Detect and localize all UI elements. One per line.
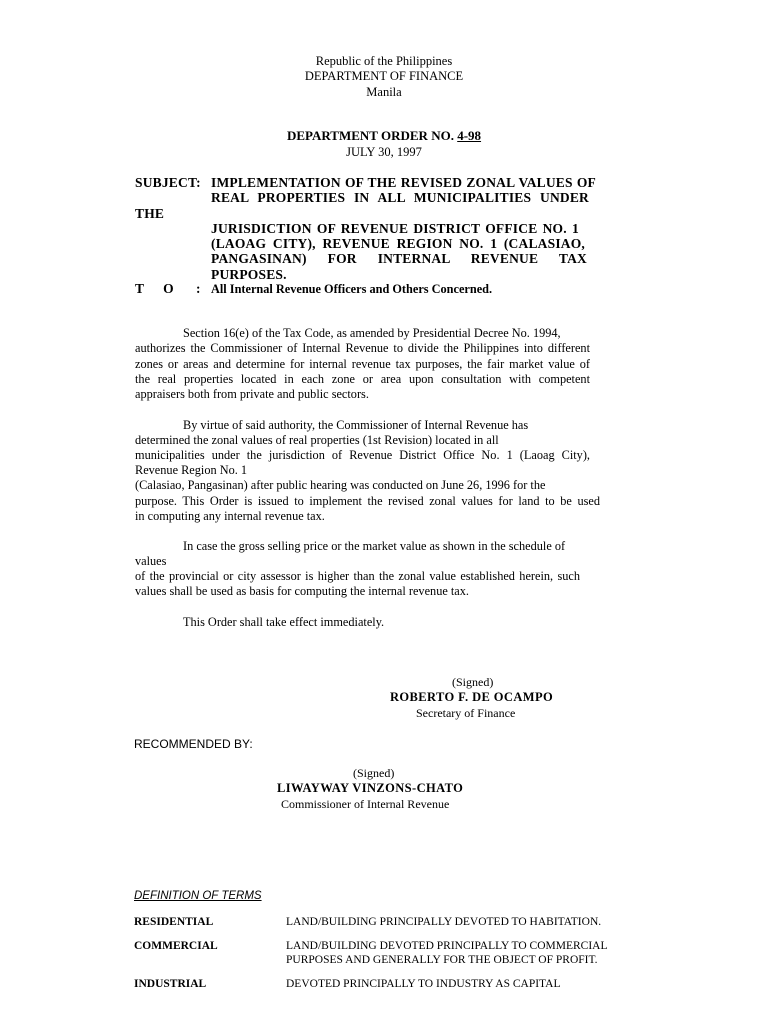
header-department: DEPARTMENT OF FINANCE bbox=[304, 69, 464, 83]
recommended-by-label: RECOMMENDED BY: bbox=[134, 737, 253, 751]
p1-line-2: authorizes the Commissioner of Internal Revenue to divide the Philippines into different bbox=[135, 341, 590, 355]
p3-line-1: In case the gross selling price or the market value as shown in the schedule of bbox=[183, 539, 566, 553]
p2-line-1: By virtue of said authority, the Commissioner of Internal Revenue has bbox=[183, 418, 529, 432]
p1-line-1: Section 16(e) of the Tax Code, as amended by Presidential Decree No. 1994, bbox=[183, 326, 561, 340]
subject-line-2: REAL PROPERTIES IN ALL MUNICIPALITIES UNDER bbox=[211, 190, 589, 205]
p1-line-4: the real properties located in each zone or area upon consultation with competent bbox=[135, 372, 590, 386]
p3-line-4: values shall be used as basis for computing the internal revenue tax. bbox=[135, 584, 469, 598]
p2-line-3: municipalities under the jurisdiction of Revenue District Office No. 1 (Laoag City), bbox=[135, 448, 590, 462]
order-date: JULY 30, 1997 bbox=[346, 145, 422, 159]
p2-line-5: (Calasiao, Pangasinan) after public hearing was conducted on June 26, 1996 for the bbox=[135, 478, 546, 492]
order-title bbox=[0, 128, 768, 144]
to-colon: : bbox=[196, 281, 201, 296]
def-term-residential: RESIDENTIAL bbox=[134, 916, 214, 928]
def-text-commercial-1: LAND/BUILDING DEVOTED PRINCIPALLY TO COMMERCIAL bbox=[286, 940, 608, 952]
p2-line-7: in computing any internal revenue tax. bbox=[135, 509, 325, 523]
signatory2-title: Commissioner of Internal Revenue bbox=[281, 797, 450, 811]
p1-line-5: appraisers both from private and public sectors. bbox=[135, 387, 369, 401]
p1-line-3: zones or areas and determine for internal revenue tax purposes, the fair market value of bbox=[135, 357, 590, 371]
p3-line-2: values bbox=[135, 554, 167, 568]
def-term-industrial: INDUSTRIAL bbox=[134, 978, 207, 990]
p4-line: This Order shall take effect immediately. bbox=[183, 615, 385, 629]
subject-line-3: JURISDICTION OF REVENUE DISTRICT OFFICE NO. 1 bbox=[211, 221, 579, 236]
order-number: 4-98 bbox=[457, 128, 482, 143]
to-value: All Internal Revenue Officers and Others Concerned. bbox=[211, 282, 493, 296]
header-republic: Republic of the Philippines bbox=[315, 54, 453, 68]
to-label: T O bbox=[135, 281, 182, 296]
def-text-commercial-2: PURPOSES AND GENERALLY FOR THE OBJECT OF PROFIT. bbox=[286, 954, 598, 966]
def-term-commercial: COMMERCIAL bbox=[134, 940, 218, 952]
definitions-heading: DEFINITION OF TERMS bbox=[134, 890, 262, 902]
order-title-prefix: DEPARTMENT ORDER NO. bbox=[286, 128, 458, 143]
def-text-residential-1: LAND/BUILDING PRINCIPALLY DEVOTED TO HABITATION. bbox=[286, 916, 602, 928]
signatory1-name: ROBERTO F. DE OCAMPO bbox=[390, 690, 554, 704]
p2-line-4: Revenue Region No. 1 bbox=[135, 463, 248, 477]
subject-line-4: (LAOAG CITY), REVENUE REGION NO. 1 (CALASIAO, bbox=[211, 236, 585, 251]
signatory2-signed: (Signed) bbox=[353, 766, 395, 780]
signatory2-name: LIWAYWAY VINZONS-CHATO bbox=[277, 781, 464, 795]
p2-line-2: determined the zonal values of real properties (1st Revision) located in all bbox=[135, 433, 499, 447]
p3-line-3: of the provincial or city assessor is higher than the zonal value established herein, such bbox=[135, 569, 580, 583]
subject-label-the: THE bbox=[135, 206, 165, 221]
header-city: Manila bbox=[366, 85, 402, 99]
subject-line-5: PANGASINAN) FOR INTERNAL REVENUE TAX PURPOSES. bbox=[211, 251, 587, 282]
def-text-industrial-1: DEVOTED PRINCIPALLY TO INDUSTRY AS CAPITAL bbox=[286, 978, 561, 990]
subject-label: SUBJECT: bbox=[135, 175, 201, 190]
subject-line-1: IMPLEMENTATION OF THE REVISED ZONAL VALUES OF bbox=[211, 175, 596, 190]
p2-line-6: purpose. This Order is issued to implement the revised zonal values for land to be used bbox=[135, 494, 600, 508]
signatory1-signed: (Signed) bbox=[452, 675, 494, 689]
signatory1-title: Secretary of Finance bbox=[416, 706, 516, 720]
